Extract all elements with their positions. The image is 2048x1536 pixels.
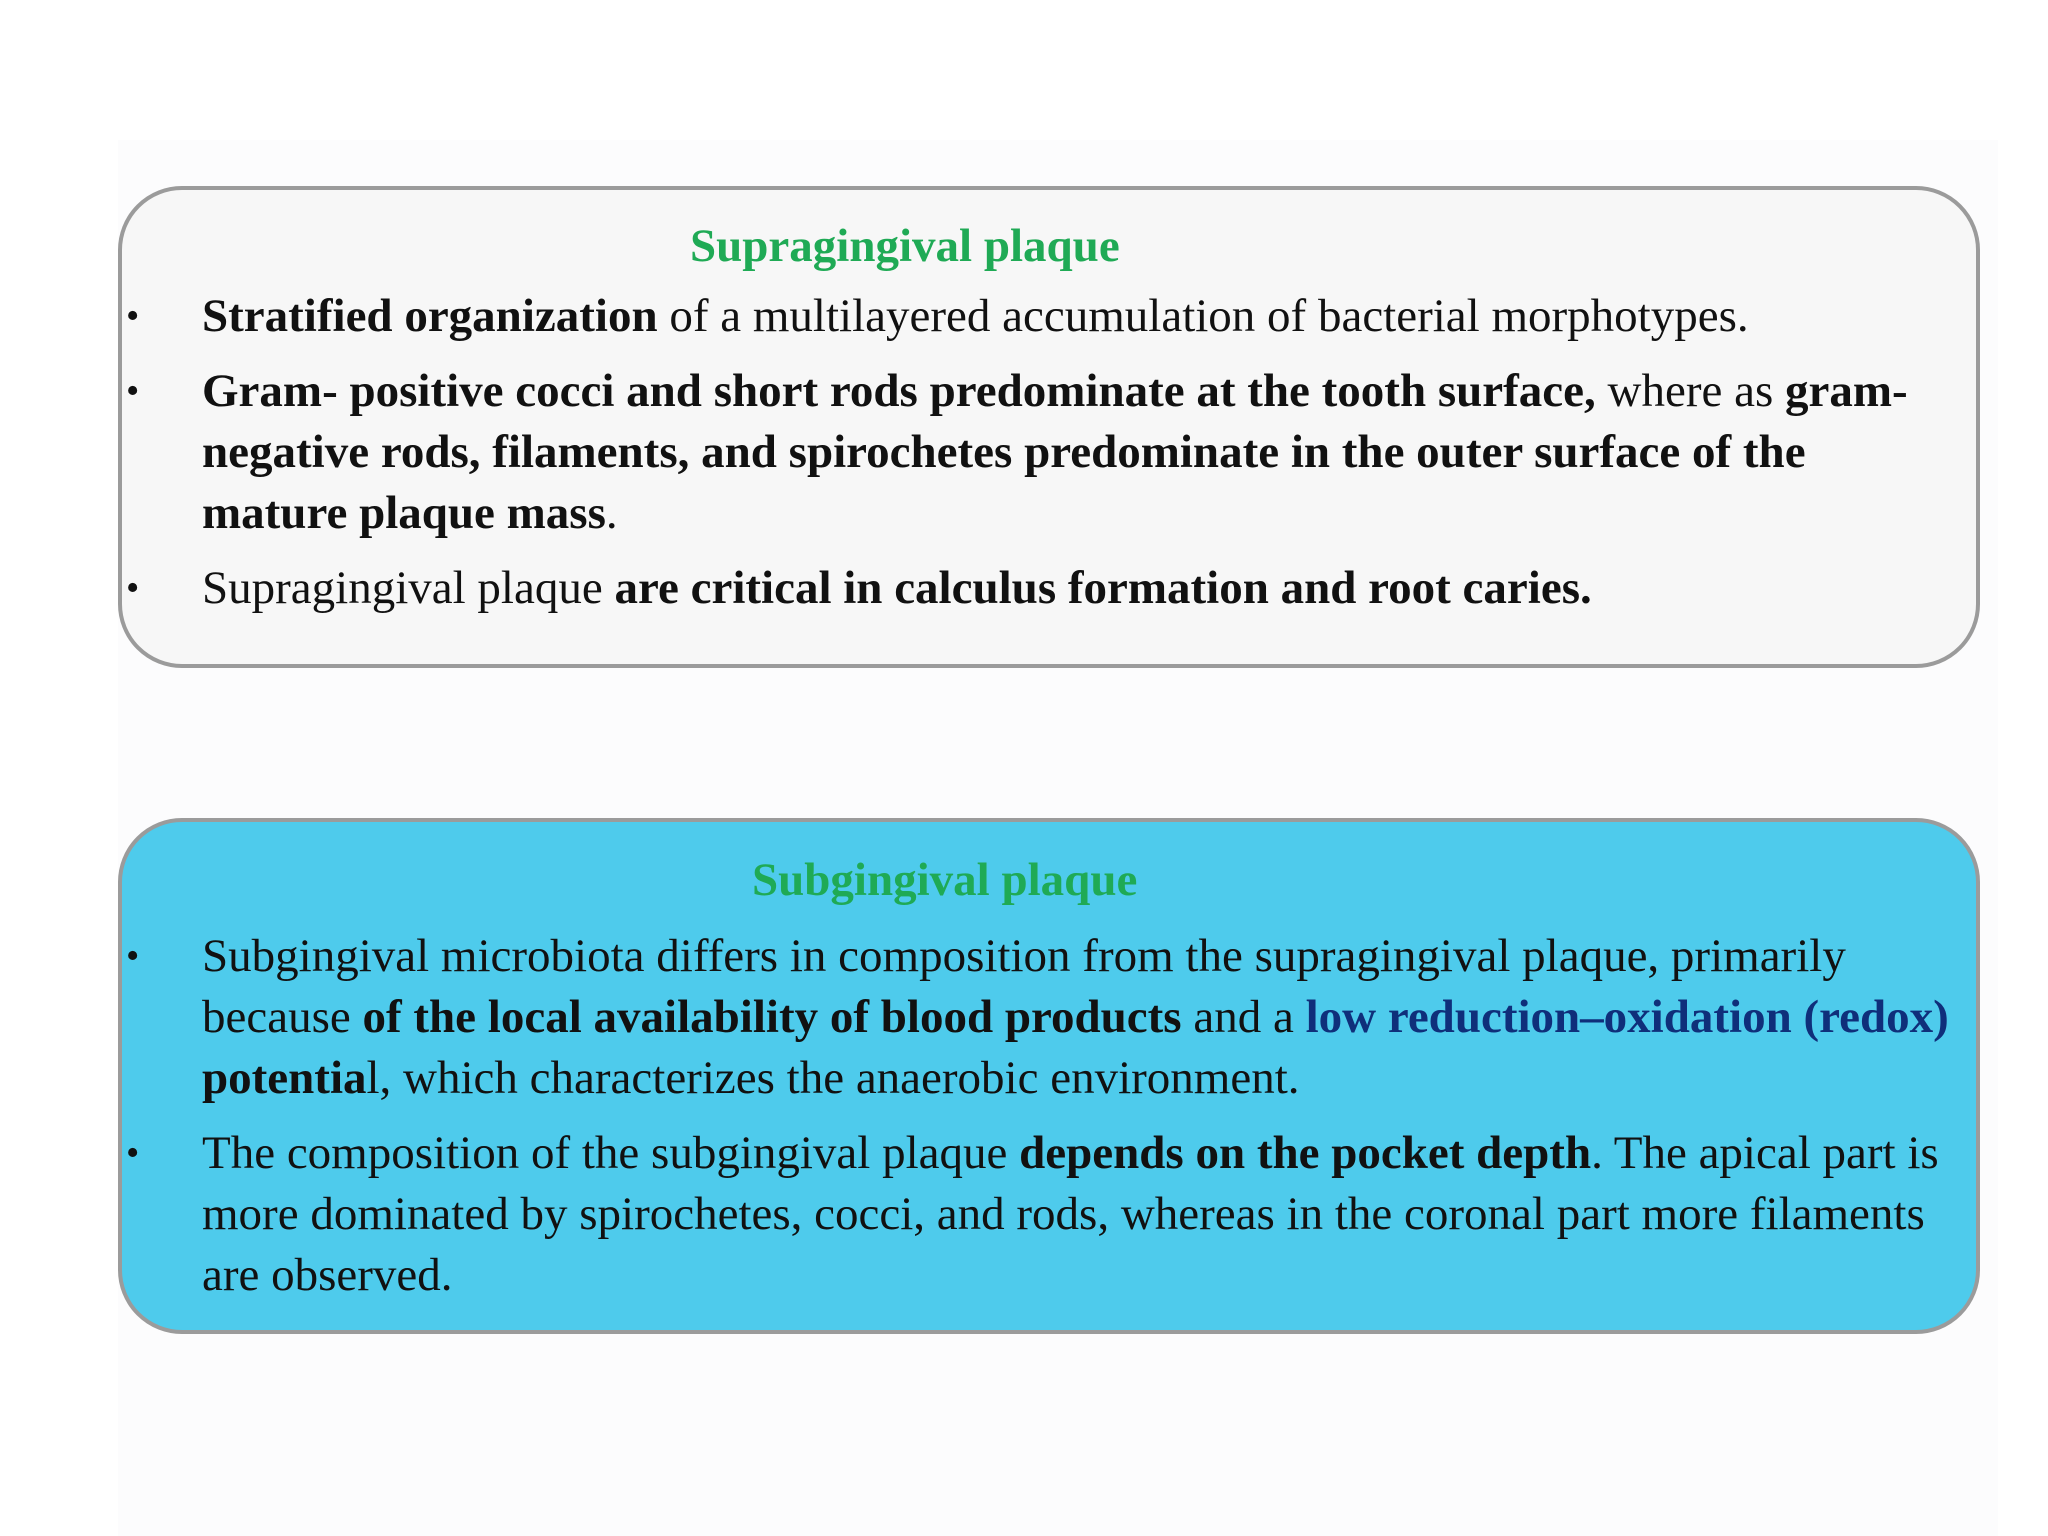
bold-text: potentia [202,1052,367,1104]
subgingival-bullet-list [122,926,1976,1320]
subgingival-bullet-microbiota [122,926,1976,1109]
bullet-icon: • [126,935,140,977]
bullet-icon: • [126,567,140,609]
subgingival-plaque-box [118,818,1980,1334]
bullet-icon: • [126,295,140,337]
bold-text: Gram- positive cocci and short rods predominate at the tooth surface, [202,365,1596,417]
supragingival-bullet-list [122,286,1976,633]
body-text: The composition of the subgingival plaque [202,1127,1020,1179]
supragingival-bullet-stratified [122,286,1976,347]
supragingival-title: Supragingival plaque [690,220,1120,272]
bold-text: Stratified organization [202,290,658,342]
body-text: of a multilayered accumulation of bacterial morphotypes. [657,290,1749,342]
body-text: and a [1181,991,1306,1043]
supragingival-bullet-calculus [122,558,1976,619]
bullet-icon: • [126,1132,140,1174]
bullet-icon: • [126,370,140,412]
bold-text: of the local availability of blood products [362,991,1182,1043]
bold-text: are critical in calculus formation and root caries. [614,562,1592,614]
subgingival-bullet-pocket-depth [122,1123,1976,1306]
body-text: where as [1595,365,1785,417]
body-text: . The apical part is more dominated by spirochetes, cocci, and rods, whereas in the coronal part more filaments are observed. [202,1127,1939,1301]
body-text: Supragingival plaque [202,562,615,614]
subgingival-title: Subgingival plaque [752,854,1138,906]
bold-text: depends on the pocket depth [1019,1127,1592,1179]
highlight-text: low reduction–oxidation (redox) [1305,991,1949,1043]
supragingival-bullet-gram [122,361,1976,544]
body-text: Subgingival microbiota differs in composition from the supragingival plaque, primarily because [202,930,1846,1043]
bold-text: gram-negative rods, filaments, and spirochetes predominate in the outer surface of the mature plaque mass [202,365,1908,539]
supragingival-plaque-box [118,186,1980,668]
body-text: . [605,487,618,539]
body-text: l, which characterizes the anaerobic environment. [366,1052,1300,1104]
